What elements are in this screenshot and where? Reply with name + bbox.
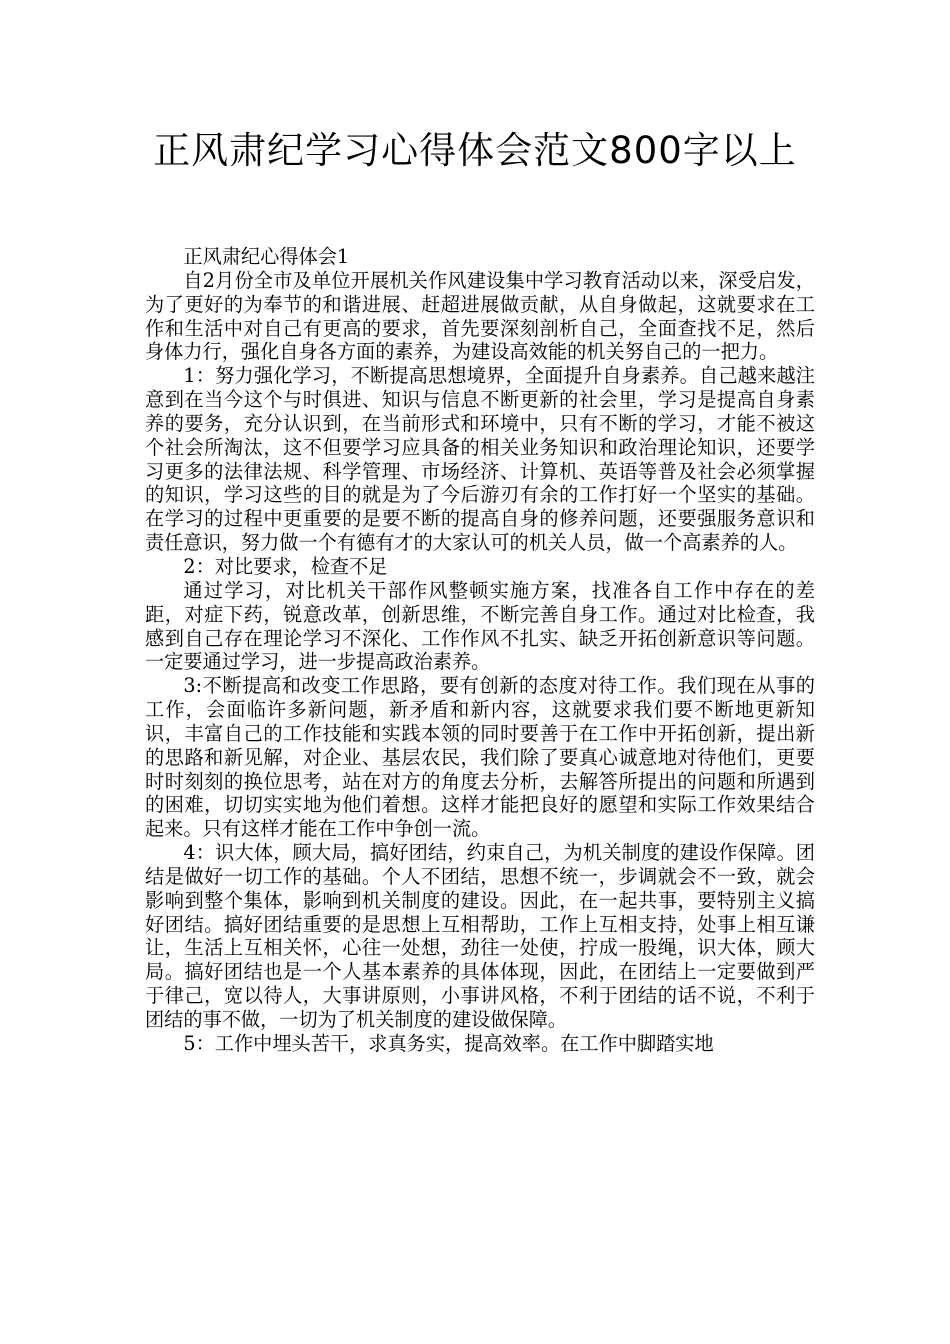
paragraph-point-4: 4：识大体，顾大局，搞好团结，约束自己，为机关制度的建设作保障。团结是做好一切工作的基础。个人不团结，思想不统一，步调就会不一致，就会影响到整个集体，影响到机关制度的建设。因此，在一起共事，要特别主义搞好团结。搞好团结重要的是思想上互相帮助，工作上互相支持，处事上相互谦让，生活上互相关怀，心往一处想，劲往一处使，拧成一股绳，识大体，顾大局。搞好团结也是一个人基本素养的具体体现，因此，在团结上一定要做到严于律己，宽以待人，大事讲原则，小事讲风格，不利于团结的话不说，不利于团结的事不做，一切为了机关制度的建设做保障。	[145, 841, 815, 1031]
paragraph-point-5: 5：工作中埋头苦干，求真务实，提高效率。在工作中脚踏实地	[183, 1031, 714, 1055]
paragraph-point-2: 通过学习，对比机关干部作风整顿实施方案，找准各自工作中存在的差距，对症下药，锐意改革，创新思维，不断完善自身工作。通过对比检查，我感到自己存在理论学习不深化、工作作风不扎实、缺乏开拓创新意识等问题。一定要通过学习，进一步提高政治素养。	[145, 578, 815, 674]
section-heading: 正风肃纪心得体会1	[183, 245, 350, 268]
document-body	[145, 245, 815, 1056]
document-title: 正风肃纪学习心得体会范文800字以上	[153, 129, 797, 172]
paragraph-point-2-heading: 2：对比要求，检查不足	[183, 554, 388, 578]
paragraph-point-1: 1：努力强化学习，不断提高思想境界，全面提升自身素养。自己越来越注意到在当今这个与时俱进、知识与信息不断更新的社会里，学习是提高自身素养的要务，充分认识到，在当前形式和环境中，只有不断的学习，才能不被这个社会所淘汰，这不但要学习应具备的相关业务知识和政治理论知识，还要学习更多的法律法规、科学管理、市场经济、计算机、英语等普及社会必须掌握的知识，学习这些的目的就是为了今后游刃有余的工作打好一个坚实的基础。在学习的过程中更重要的是要不断的提高自身的修养问题，还要强服务意识和责任意识，努力做一个有德有才的大家认可的机关人员，做一个高素养的人。	[145, 364, 815, 555]
paragraph-point-3: 3:不断提高和改变工作思路，要有创新的态度对待工作。我们现在从事的工作，会面临许多新问题，新矛盾和新内容，这就要求我们要不断地更新知识，丰富自己的工作技能和实践本领的同时要善于在工作中开拓创新，提出新的思路和新见解，对企业、基层农民，我们除了要真心诚意地对待他们，更要时时刻刻的换位思考，站在对方的角度去分析，去解答所提出的问题和所遇到的困难，切切实实地为他们着想。这样才能把良好的愿望和实际工作效果结合起来。只有这样才能在工作中争创一流。	[145, 674, 815, 841]
paragraph-intro: 自2月份全市及单位开展机关作风建设集中学习教育活动以来，深受启发，为了更好的为奉节的和谐进展、赶超进展做贡献，从自身做起，这就要求在工作和生活中对自己有更高的要求，首先要深刻剖析自己，全面查找不足，然后身体力行，强化自身各方面的素养，为建设高效能的机关努自己的一把力。	[145, 268, 815, 364]
